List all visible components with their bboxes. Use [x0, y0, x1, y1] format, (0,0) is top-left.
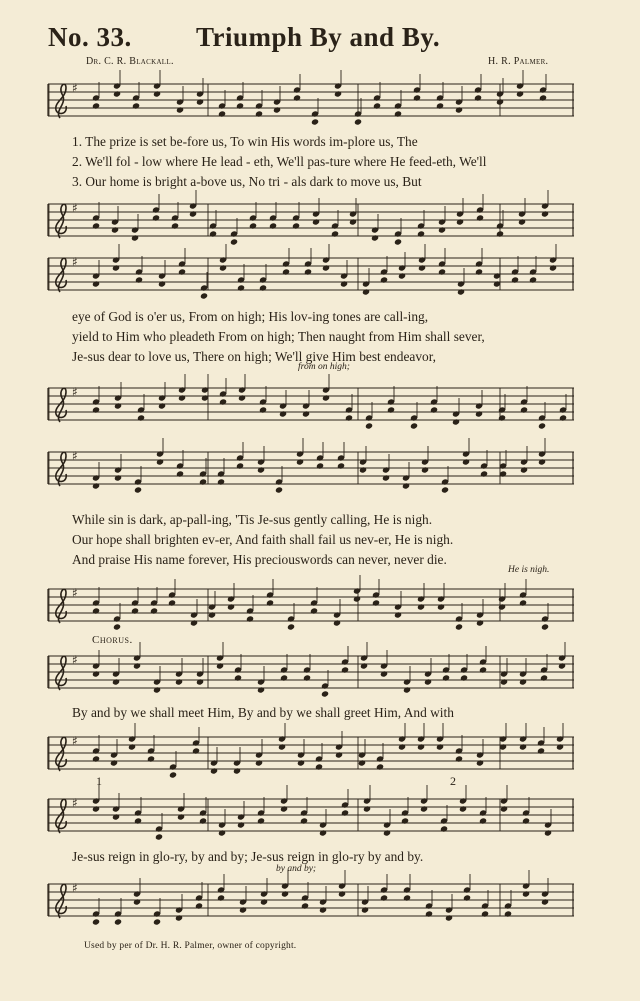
treble-staff-3 [48, 448, 574, 486]
svg-text:♯: ♯ [72, 201, 78, 215]
treble-staff-4 [48, 652, 574, 690]
bass-staff-3 [48, 585, 574, 623]
chorus-line: By and by we shall meet Him, By and by we shall greet Him, And with [72, 705, 454, 720]
svg-text:♯: ♯ [72, 449, 78, 463]
copyright-footer: Used by per of Dr. H. R. Palmer, owner of copyright. [84, 941, 297, 951]
lyricist-credit: Dr. C. R. Blackall. [86, 56, 174, 67]
bass-staff-4 [48, 733, 574, 771]
cue-text: He is nigh. [508, 565, 550, 575]
svg-text:♯: ♯ [72, 385, 78, 399]
verse-line: eye of God is o'er us, From on high; His lov-ing tones are call-ing, [72, 309, 429, 324]
verse-line: Je-sus dear to love us, There on high; We'll give Him best endeavor, [72, 349, 436, 364]
treble-staff-1 [48, 80, 574, 118]
verse-line: Our hope shall brighten ev-er, And faith shall fail us nev-er, He is nigh. [72, 532, 454, 547]
cue-text: from on high; [298, 362, 350, 372]
bass-staff-5 [48, 880, 574, 918]
verse-line: While sin is dark, ap-pall-ing, 'Tis Je-sus gently calling, He is nigh. [72, 512, 433, 527]
hymn-title: Triumph By and By. [196, 22, 441, 52]
composer-credit: H. R. Palmer. [488, 56, 549, 67]
svg-text:♯: ♯ [72, 653, 78, 667]
verse-line: 2. We'll fol - low where He lead - eth, We'll pas-ture where He feed-eth, We'll [72, 154, 487, 169]
chorus-line: Je-sus reign in glo-ry, by and by; Je-sus reign in glo-ry by and by. [72, 849, 424, 864]
svg-text:♯: ♯ [72, 81, 78, 95]
cue-text: by and by; [276, 864, 317, 874]
svg-text:♯: ♯ [72, 255, 78, 269]
treble-staff-5 [48, 795, 574, 833]
bass-staff-1 [48, 200, 574, 238]
svg-text:♯: ♯ [72, 586, 78, 600]
svg-text:♯: ♯ [72, 881, 78, 895]
chorus-label: Chorus. [92, 634, 133, 646]
hymn-number: No. 33. [48, 22, 132, 52]
treble-staff-2 [48, 254, 574, 292]
svg-text:♯: ♯ [72, 734, 78, 748]
verse-line: yield to Him who pleadeth From on high; Then naught from Him shall sever, [72, 329, 485, 344]
verse-line: 1. The prize is set be-fore us, To win His words im-plore us, The [72, 134, 418, 149]
verse-line: And praise His name forever, His preciouswords can never, never die. [72, 552, 447, 567]
bass-staff-2 [48, 384, 574, 422]
verse-line: 3. Our home is bright a-bove us, No tri - als dark to move us, But [72, 174, 422, 189]
svg-text:♯: ♯ [72, 796, 78, 810]
first-ending-number: 1 [96, 774, 102, 788]
second-ending-number: 2 [450, 774, 456, 788]
